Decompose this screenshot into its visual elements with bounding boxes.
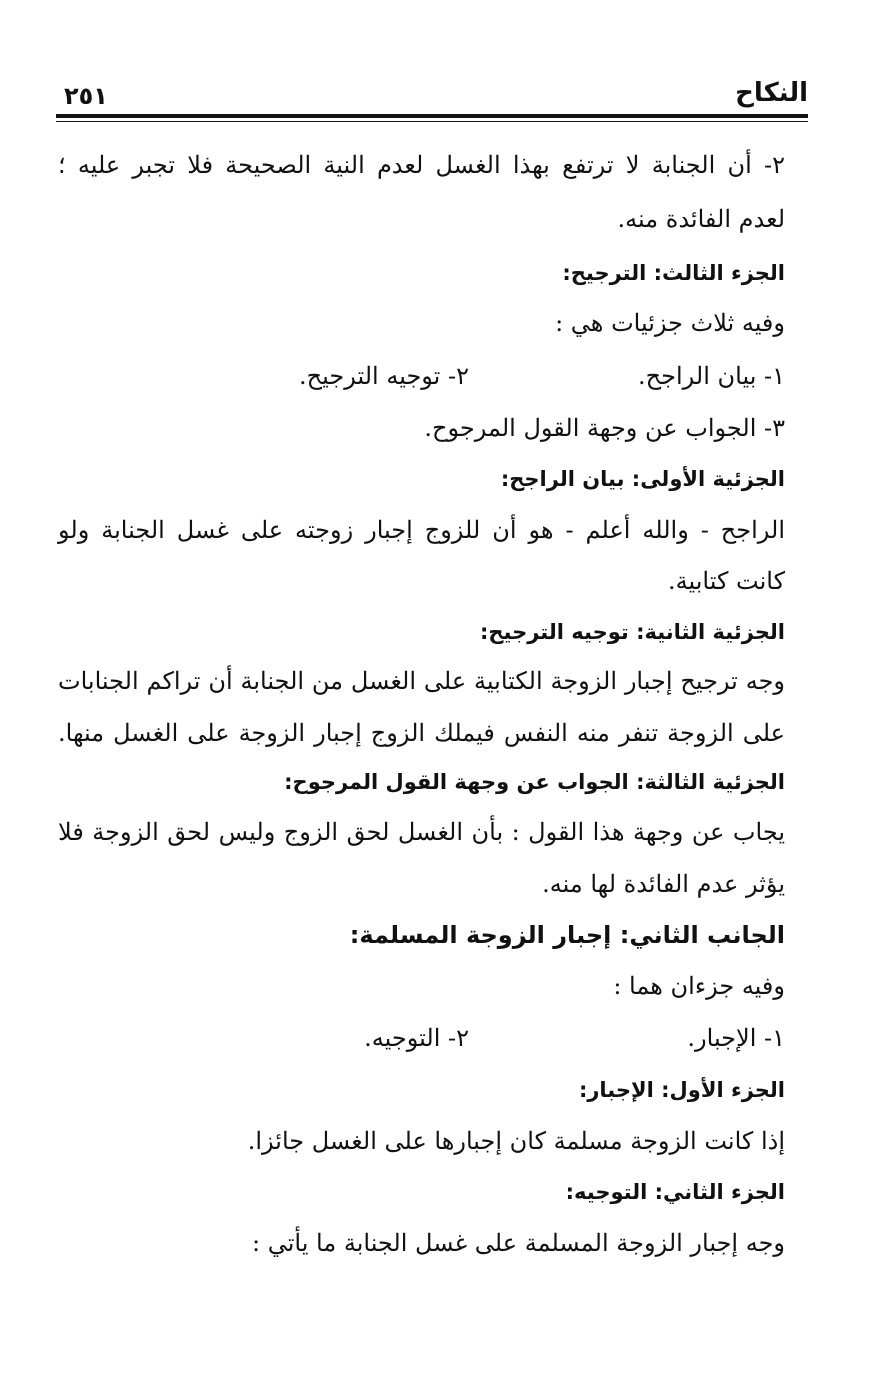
- chapter-title: النكاح: [735, 78, 808, 108]
- list-item: ٢- التوجيه.: [364, 1024, 469, 1052]
- list-item: ١- الإجبار.: [687, 1024, 785, 1052]
- header-rule-thin: [56, 121, 808, 122]
- section-heading: الجزء الثاني: التوجيه:: [565, 1180, 785, 1204]
- body-line: يؤثر عدم الفائدة لها منه.: [542, 870, 785, 898]
- body-line: يجاب عن وجهة هذا القول : بأن الغسل لحق الزوج وليس لحق الزوجة فلا: [58, 818, 786, 846]
- list-item: ٣- الجواب عن وجهة القول المرجوح.: [424, 414, 785, 442]
- page-number: ٢٥١: [64, 82, 108, 110]
- body-line: ٢- أن الجنابة لا ترتفع بهذا الغسل لعدم النية الصحيحة فلا تجبر عليه ؛: [58, 151, 785, 179]
- body-line: كانت كتابية.: [667, 567, 785, 595]
- body-line: إذا كانت الزوجة مسلمة كان إجبارها على الغسل جائزا.: [247, 1127, 785, 1155]
- header-rule-thick: [56, 114, 808, 118]
- body-line: وفيه جزءان هما :: [613, 972, 785, 1000]
- section-heading: الجزئية الثالثة: الجواب عن وجهة القول المرجوح:: [284, 770, 785, 794]
- section-heading: الجزئية الثانية: توجيه الترجيح:: [480, 620, 785, 644]
- body-line: وجه ترجيح إجبار الزوجة الكتابية على الغسل من الجنابة أن تراكم الجنابات: [58, 667, 785, 695]
- body-line: على الزوجة تنفر منه النفس فيملك الزوج إجبار الزوجة على الغسل منها.: [58, 719, 785, 747]
- section-heading: الجزء الثالث: الترجيح:: [562, 261, 785, 285]
- list-item: ٢- توجيه الترجيح.: [299, 362, 469, 390]
- body-line: وفيه ثلاث جزئيات هي :: [555, 309, 785, 337]
- section-heading: الجانب الثاني: إجبار الزوجة المسلمة:: [349, 921, 785, 949]
- body-line: لعدم الفائدة منه.: [617, 205, 785, 233]
- body-line: وجه إجبار الزوجة المسلمة على غسل الجنابة ما يأتي :: [252, 1229, 785, 1257]
- section-heading: الجزء الأول: الإجبار:: [578, 1078, 785, 1102]
- section-heading: الجزئية الأولى: بيان الراجح:: [500, 467, 785, 491]
- body-line: الراجح - والله أعلم - هو أن للزوج إجبار زوجته على غسل الجنابة ولو: [58, 516, 785, 544]
- running-header: [56, 78, 808, 116]
- list-item: ١- بيان الراجح.: [638, 362, 785, 390]
